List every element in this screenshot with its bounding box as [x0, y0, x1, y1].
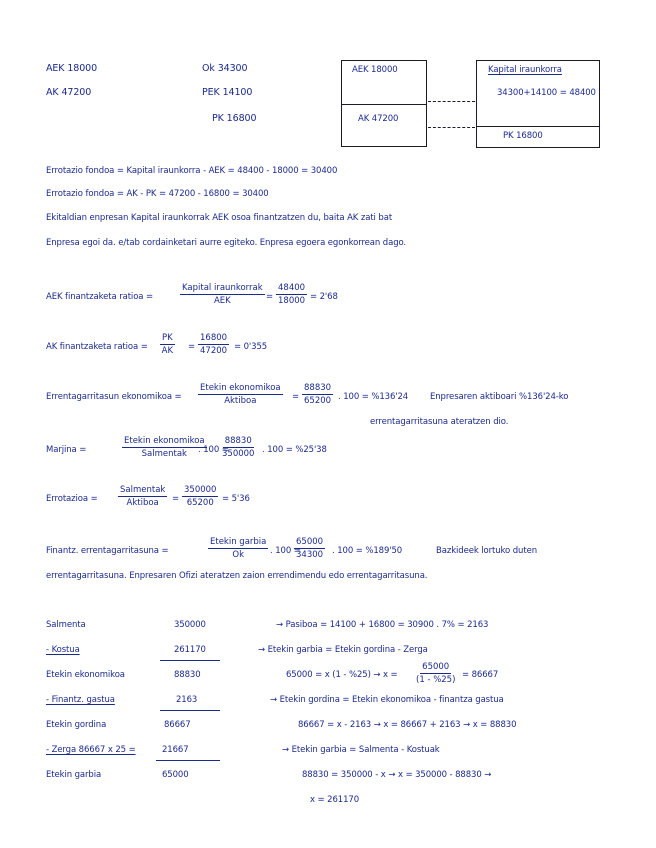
pk-value: PK 16800: [212, 113, 257, 124]
calc-line-7: 88830 = 350000 - x → x = 350000 - 88830 →: [302, 770, 492, 780]
ratio-errent-num-value: 88830: [304, 383, 332, 393]
ratio-aek-result: = 2'68: [310, 292, 338, 302]
ratio-errent-note-1: Enpresaren aktiboari %136'24-ko: [430, 392, 569, 402]
table-row-label: Etekin ekonomikoa: [46, 670, 125, 680]
pek-value: PEK 14100: [202, 87, 253, 98]
ratio-aek-num-value: 48400: [278, 283, 306, 293]
ratio-ak-denominator: AK: [161, 346, 174, 356]
calc-line-5: 86667 = x - 2163 → x = 86667 + 2163 → x = 88830: [298, 720, 517, 730]
ratio-errotazioa-den-value: 65200: [186, 498, 214, 508]
calc-line-3: 65000 = x (1 - %25) → x =: [286, 670, 398, 680]
ratio-errent-eq: =: [292, 392, 300, 402]
table-row-label: Salmenta: [46, 620, 86, 630]
ratio-aek-numerator: Kapital iraunkorrak: [182, 283, 263, 293]
text-line-3: Ekitaldian enpresan Kapital iraunkorrak AEK osoa finantzatzen du, baita AK zati bat: [46, 213, 393, 223]
ratio-errent-fraction: [198, 383, 283, 406]
ratio-marjina-mid: . 100 =: [198, 445, 229, 455]
ok-value: Ok 34300: [202, 63, 248, 74]
ratio-aek-fraction-values: [276, 283, 307, 306]
calc-line-3-result: = 86667: [462, 670, 499, 680]
ratio-finantz-numerator: Etekin garbia: [210, 537, 267, 547]
ratio-errotazioa-numerator: Salmentak: [120, 485, 166, 495]
calc-fraction-num: 65000: [422, 662, 450, 672]
table-row-label: Etekin garbia: [46, 770, 102, 780]
ratio-finantz-note-2: errentagarritasuna. Enpresaren Ofizi ateratzen zaion errendimendu edo errentagarritasuna.: [46, 571, 428, 581]
ratio-errent-result: . 100 = %136'24: [338, 392, 409, 402]
ratio-ak-result: = 0'355: [234, 342, 268, 352]
ratio-errent-fraction-values: [302, 383, 333, 406]
ratio-ak-eq: =: [188, 342, 196, 352]
ratio-errotazioa-num-value: 350000: [184, 485, 217, 495]
ratio-marjina-den-value: 350000: [222, 449, 255, 459]
ratio-errotazioa-result: = 5'36: [222, 494, 250, 504]
diagram-right-divider: [476, 126, 600, 127]
ratio-finantz-fraction: [208, 537, 268, 560]
ratio-errotazioa-eq: =: [172, 494, 180, 504]
table-row-value: 261170: [174, 645, 206, 655]
table-row-label: - Zerga 86667 x 25 =: [46, 745, 136, 755]
ratio-ak-numerator: PK: [162, 333, 173, 343]
table-row-value: 350000: [174, 620, 206, 630]
ratio-finantz-den-value: 34300: [296, 550, 324, 560]
table-row-label: Etekin gordina: [46, 720, 107, 730]
ratio-aek-den-value: 18000: [278, 296, 306, 306]
ratio-finantz-num-value: 65000: [296, 537, 324, 547]
ak-value: AK 47200: [46, 87, 92, 98]
ratio-marjina-denominator: Salmentak: [141, 449, 187, 459]
table-divider: [160, 710, 220, 711]
ratio-errent-den-value: 65200: [304, 396, 332, 406]
ratio-aek-denominator: AEK: [213, 296, 231, 306]
calc-line-4: → Etekin gordina = Etekin ekonomikoa - finantza gastua: [270, 695, 504, 705]
ratio-aek-label: AEK finantzaketa ratioa =: [46, 292, 154, 302]
aek-value: AEK 18000: [46, 63, 98, 74]
text-line-4: Enpresa egoi da. e/tab cordainketari aurre egiteko. Enpresa egoera egonkorrean dago.: [46, 238, 407, 248]
ratio-errotazioa-label: Errotazioa =: [46, 494, 98, 504]
ratio-ak-fraction-values: [198, 333, 229, 356]
ratio-finantz-denominator: Ok: [232, 550, 244, 560]
text-line-1: Errotazio fondoa = Kapital iraunkorra - AEK = 48400 - 18000 = 30400: [46, 166, 338, 176]
calc-line-8: x = 261170: [310, 795, 360, 805]
ratio-marjina-fraction: [122, 436, 207, 459]
ratio-errotazioa-denominator: Aktiboa: [126, 498, 159, 508]
calc-line-1: → Pasiboa = 14100 + 16800 = 30900 . 7% = 2163: [276, 620, 489, 630]
diagram-right-title: Kapital iraunkorra: [488, 65, 562, 75]
ratio-finantz-note: Bazkideek lortuko duten: [436, 546, 537, 556]
ratio-finantz-label: Finantz. errentagarritasuna =: [46, 546, 169, 556]
table-row-label: - Kostua: [46, 645, 80, 655]
calc-fraction-den: (1 - %25): [416, 675, 456, 685]
ratio-errent-label: Errentagarritasun ekonomikoa =: [46, 392, 182, 402]
ratio-errotazioa-fraction-values: [182, 485, 218, 508]
table-row-value: 88830: [174, 670, 201, 680]
diagram-connector-bottom: [428, 127, 475, 128]
diagram-connector-top: [428, 101, 475, 102]
ratio-errotazioa-fraction: [118, 485, 167, 508]
calc-line-6: → Etekin garbia = Salmenta - Kostuak: [282, 745, 440, 755]
table-row-value: 2163: [176, 695, 198, 705]
ratio-aek-eq: =: [266, 292, 274, 302]
ratio-finantz-result: . 100 = %189'50: [332, 546, 403, 556]
table-row-value: 21667: [162, 745, 189, 755]
ratio-finantz-fraction-values: [294, 537, 325, 560]
diagram-left-divider: [341, 104, 427, 105]
ratio-errent-numerator: Etekin ekonomikoa: [200, 383, 281, 393]
ratio-finantz-mid: . 100 =: [270, 546, 301, 556]
diagram-right-value: 34300+14100 = 48400: [497, 88, 596, 98]
table-row-value: 86667: [164, 720, 191, 730]
diagram-left-top: AEK 18000: [352, 65, 398, 75]
text-line-2: Errotazio fondoa = AK - PK = 47200 - 16800 = 30400: [46, 189, 269, 199]
ratio-marjina-numerator: Etekin ekonomikoa: [124, 436, 205, 446]
table-divider: [160, 660, 220, 661]
ratio-marjina-result: . 100 = %25'38: [262, 445, 327, 455]
table-row-value: 65000: [162, 770, 189, 780]
diagram-left-bottom: AK 47200: [358, 114, 399, 124]
ratio-ak-fraction: [160, 333, 175, 356]
ratio-errent-denominator: Aktiboa: [224, 396, 257, 406]
ratio-ak-den-value: 47200: [200, 346, 228, 356]
calc-line-2: → Etekin garbia = Etekin gordina - Zerga: [258, 645, 428, 655]
table-divider: [156, 760, 220, 761]
calc-fraction: [416, 662, 455, 685]
table-row-label: - Finantz. gastua: [46, 695, 115, 705]
ratio-errent-note-2: errentagarritasuna ateratzen dio.: [370, 417, 509, 427]
ratio-marjina-num-value: 88830: [224, 436, 252, 446]
ratio-ak-num-value: 16800: [200, 333, 228, 343]
ratio-aek-fraction: [180, 283, 265, 306]
ratio-marjina-label: Marjina =: [46, 445, 87, 455]
diagram-right-bottom: PK 16800: [503, 131, 543, 141]
ratio-ak-label: AK finantzaketa ratioa =: [46, 342, 148, 352]
ratio-marjina-fraction-values: [222, 436, 254, 459]
